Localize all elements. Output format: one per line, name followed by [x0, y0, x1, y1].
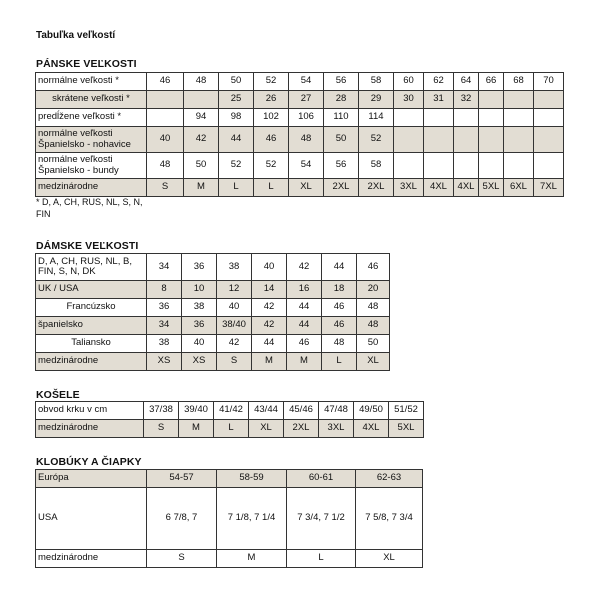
shirts-table: [35, 401, 424, 438]
table-cell: 38: [182, 299, 217, 317]
table-cell: 50: [184, 153, 219, 179]
row-label: USA: [36, 488, 147, 550]
table-cell: 62-63: [356, 470, 423, 488]
table-cell: 5XL: [479, 179, 504, 197]
table-cell: 38: [217, 254, 252, 281]
table-cell: 52: [254, 153, 289, 179]
table-cell: 40: [217, 299, 252, 317]
table-cell: 26: [254, 91, 289, 109]
table-cell: L: [287, 550, 356, 568]
men-table: [35, 72, 564, 197]
table-cell: 38/40: [217, 317, 252, 335]
table-row: [36, 73, 564, 91]
table-cell: M: [179, 420, 214, 438]
table-cell: 48: [289, 127, 324, 153]
table-row: [36, 153, 564, 179]
table-cell: 7 1/8, 7 1/4: [217, 488, 287, 550]
table-cell: 46: [287, 335, 322, 353]
table-cell: XL: [357, 353, 390, 371]
table-cell: 60: [394, 73, 424, 91]
table-cell: 47/48: [319, 402, 354, 420]
table-cell: 44: [219, 127, 254, 153]
table-cell: 62: [424, 73, 454, 91]
table-cell: 2XL: [359, 179, 394, 197]
table-row: [36, 402, 424, 420]
shirts-heading: KOŠELE: [36, 389, 80, 401]
table-cell: [394, 127, 424, 153]
table-cell: S: [144, 420, 179, 438]
table-cell: 44: [287, 299, 322, 317]
table-cell: 46: [254, 127, 289, 153]
table-cell: 39/40: [179, 402, 214, 420]
table-cell: 54: [289, 153, 324, 179]
table-cell: [534, 109, 564, 127]
table-cell: [454, 109, 479, 127]
table-cell: 7XL: [534, 179, 564, 197]
table-cell: S: [217, 353, 252, 371]
table-cell: L: [322, 353, 357, 371]
table-cell: 4XL: [424, 179, 454, 197]
row-label: Taliansko: [36, 335, 147, 353]
table-cell: 36: [182, 254, 217, 281]
row-label: španielsko: [36, 317, 147, 335]
row-label: obvod krku v cm: [36, 402, 144, 420]
row-label: D, A, CH, RUS, NL, B, FIN, S, N, DK: [36, 254, 147, 281]
table-cell: 44: [287, 317, 322, 335]
table-cell: 29: [359, 91, 394, 109]
table-cell: 2XL: [284, 420, 319, 438]
row-label: medzinárodne: [36, 550, 147, 568]
table-row: [36, 109, 564, 127]
table-cell: 44: [322, 254, 357, 281]
table-cell: 30: [394, 91, 424, 109]
row-label: Francúzsko: [36, 299, 147, 317]
table-cell: 94: [184, 109, 219, 127]
table-cell: 36: [147, 299, 182, 317]
row-label: normálne veľkosti *: [36, 73, 147, 91]
table-cell: [534, 127, 564, 153]
table-row: [36, 420, 424, 438]
table-cell: S: [147, 550, 217, 568]
table-row: [36, 488, 423, 550]
table-cell: 41/42: [214, 402, 249, 420]
men-table-body: [36, 73, 564, 197]
table-cell: 34: [147, 254, 182, 281]
women-table-body: [36, 254, 390, 371]
row-label: medzinárodne: [36, 179, 147, 197]
table-cell: 25: [219, 91, 254, 109]
table-cell: 46: [147, 73, 184, 91]
table-cell: 106: [289, 109, 324, 127]
table-cell: 31: [424, 91, 454, 109]
table-cell: XS: [147, 353, 182, 371]
table-cell: 20: [357, 281, 390, 299]
table-cell: L: [254, 179, 289, 197]
table-cell: 46: [322, 317, 357, 335]
table-row: [36, 353, 390, 371]
table-row: [36, 317, 390, 335]
table-cell: 68: [504, 73, 534, 91]
table-cell: [504, 127, 534, 153]
row-label: UK / USA: [36, 281, 147, 299]
table-cell: [394, 153, 424, 179]
table-row: [36, 550, 423, 568]
row-label: normálne veľkosti Španielsko - bundy: [36, 153, 147, 179]
table-cell: [424, 109, 454, 127]
hats-table-body: [36, 470, 423, 568]
table-cell: [479, 91, 504, 109]
page-title: Tabuľka veľkostí: [36, 30, 116, 41]
table-cell: S: [147, 179, 184, 197]
table-cell: 42: [184, 127, 219, 153]
table-row: [36, 91, 564, 109]
table-cell: 18: [322, 281, 357, 299]
table-cell: 5XL: [389, 420, 424, 438]
table-cell: XL: [356, 550, 423, 568]
table-cell: 48: [184, 73, 219, 91]
table-cell: 14: [252, 281, 287, 299]
table-cell: [504, 91, 534, 109]
table-cell: M: [184, 179, 219, 197]
table-row: [36, 335, 390, 353]
table-cell: 40: [147, 127, 184, 153]
table-cell: 64: [454, 73, 479, 91]
table-cell: [504, 109, 534, 127]
table-cell: XL: [249, 420, 284, 438]
table-cell: 58-59: [217, 470, 287, 488]
table-row: [36, 254, 390, 281]
table-cell: 50: [324, 127, 359, 153]
table-cell: 46: [357, 254, 390, 281]
row-label: medzinárodne: [36, 353, 147, 371]
table-cell: 48: [322, 335, 357, 353]
table-cell: M: [252, 353, 287, 371]
table-cell: 98: [219, 109, 254, 127]
table-row: [36, 281, 390, 299]
table-cell: [479, 153, 504, 179]
table-cell: 42: [287, 254, 322, 281]
table-cell: 51/52: [389, 402, 424, 420]
row-label: skrátene veľkosti *: [36, 91, 147, 109]
table-cell: 49/50: [354, 402, 389, 420]
table-cell: 7 5/8, 7 3/4: [356, 488, 423, 550]
table-cell: 4XL: [354, 420, 389, 438]
table-cell: 27: [289, 91, 324, 109]
table-cell: 50: [219, 73, 254, 91]
table-cell: 44: [252, 335, 287, 353]
table-cell: [184, 91, 219, 109]
table-row: [36, 179, 564, 197]
table-cell: 58: [359, 153, 394, 179]
women-heading: DÁMSKE VEĽKOSTI: [36, 240, 139, 252]
table-cell: 58: [359, 73, 394, 91]
table-cell: 12: [217, 281, 252, 299]
table-row: [36, 127, 564, 153]
table-cell: [424, 153, 454, 179]
table-cell: XL: [289, 179, 324, 197]
table-cell: 8: [147, 281, 182, 299]
table-cell: 37/38: [144, 402, 179, 420]
table-cell: [147, 91, 184, 109]
row-label: Európa: [36, 470, 147, 488]
table-cell: [454, 127, 479, 153]
table-cell: M: [217, 550, 287, 568]
table-cell: 66: [479, 73, 504, 91]
table-cell: [479, 109, 504, 127]
table-cell: M: [287, 353, 322, 371]
table-cell: 114: [359, 109, 394, 127]
table-cell: [454, 153, 479, 179]
table-cell: 45/46: [284, 402, 319, 420]
table-row: [36, 299, 390, 317]
table-cell: 42: [217, 335, 252, 353]
women-table: [35, 253, 390, 371]
table-cell: 102: [254, 109, 289, 127]
table-cell: 110: [324, 109, 359, 127]
shirts-table-body: [36, 402, 424, 438]
table-cell: L: [219, 179, 254, 197]
table-cell: [504, 153, 534, 179]
table-cell: 54-57: [147, 470, 217, 488]
table-cell: 48: [357, 317, 390, 335]
men-note: * D, A, CH, RUS, NL, S, N, FIN: [36, 197, 143, 219]
table-cell: 48: [357, 299, 390, 317]
table-cell: 4XL: [454, 179, 479, 197]
table-cell: 52: [359, 127, 394, 153]
table-row: [36, 470, 423, 488]
table-cell: 54: [289, 73, 324, 91]
table-cell: [147, 109, 184, 127]
table-cell: 50: [357, 335, 390, 353]
table-cell: [534, 153, 564, 179]
table-cell: 40: [252, 254, 287, 281]
table-cell: 42: [252, 299, 287, 317]
table-cell: 56: [324, 153, 359, 179]
table-cell: [394, 109, 424, 127]
table-cell: 70: [534, 73, 564, 91]
table-cell: 52: [219, 153, 254, 179]
table-cell: [479, 127, 504, 153]
table-cell: 38: [147, 335, 182, 353]
table-cell: 43/44: [249, 402, 284, 420]
table-cell: 32: [454, 91, 479, 109]
row-label: normálne veľkosti Španielsko - nohavice: [36, 127, 147, 153]
table-cell: 2XL: [324, 179, 359, 197]
hats-table: [35, 469, 423, 568]
table-cell: 36: [182, 317, 217, 335]
row-label: predĺžene veľkosti *: [36, 109, 147, 127]
table-cell: 10: [182, 281, 217, 299]
table-cell: 56: [324, 73, 359, 91]
table-cell: 7 3/4, 7 1/2: [287, 488, 356, 550]
table-cell: 16: [287, 281, 322, 299]
table-cell: XS: [182, 353, 217, 371]
table-cell: [534, 91, 564, 109]
table-cell: 28: [324, 91, 359, 109]
table-cell: 42: [252, 317, 287, 335]
hats-heading: KLOBÚKY A ČIAPKY: [36, 456, 142, 468]
row-label: medzinárodne: [36, 420, 144, 438]
table-cell: 60-61: [287, 470, 356, 488]
table-cell: 34: [147, 317, 182, 335]
table-cell: 6 7/8, 7: [147, 488, 217, 550]
table-cell: 6XL: [504, 179, 534, 197]
table-cell: 40: [182, 335, 217, 353]
table-cell: 48: [147, 153, 184, 179]
table-cell: 46: [322, 299, 357, 317]
table-cell: 52: [254, 73, 289, 91]
table-cell: 3XL: [319, 420, 354, 438]
table-cell: 3XL: [394, 179, 424, 197]
men-heading: PÁNSKE VEĽKOSTI: [36, 58, 137, 70]
table-cell: L: [214, 420, 249, 438]
table-cell: [424, 127, 454, 153]
